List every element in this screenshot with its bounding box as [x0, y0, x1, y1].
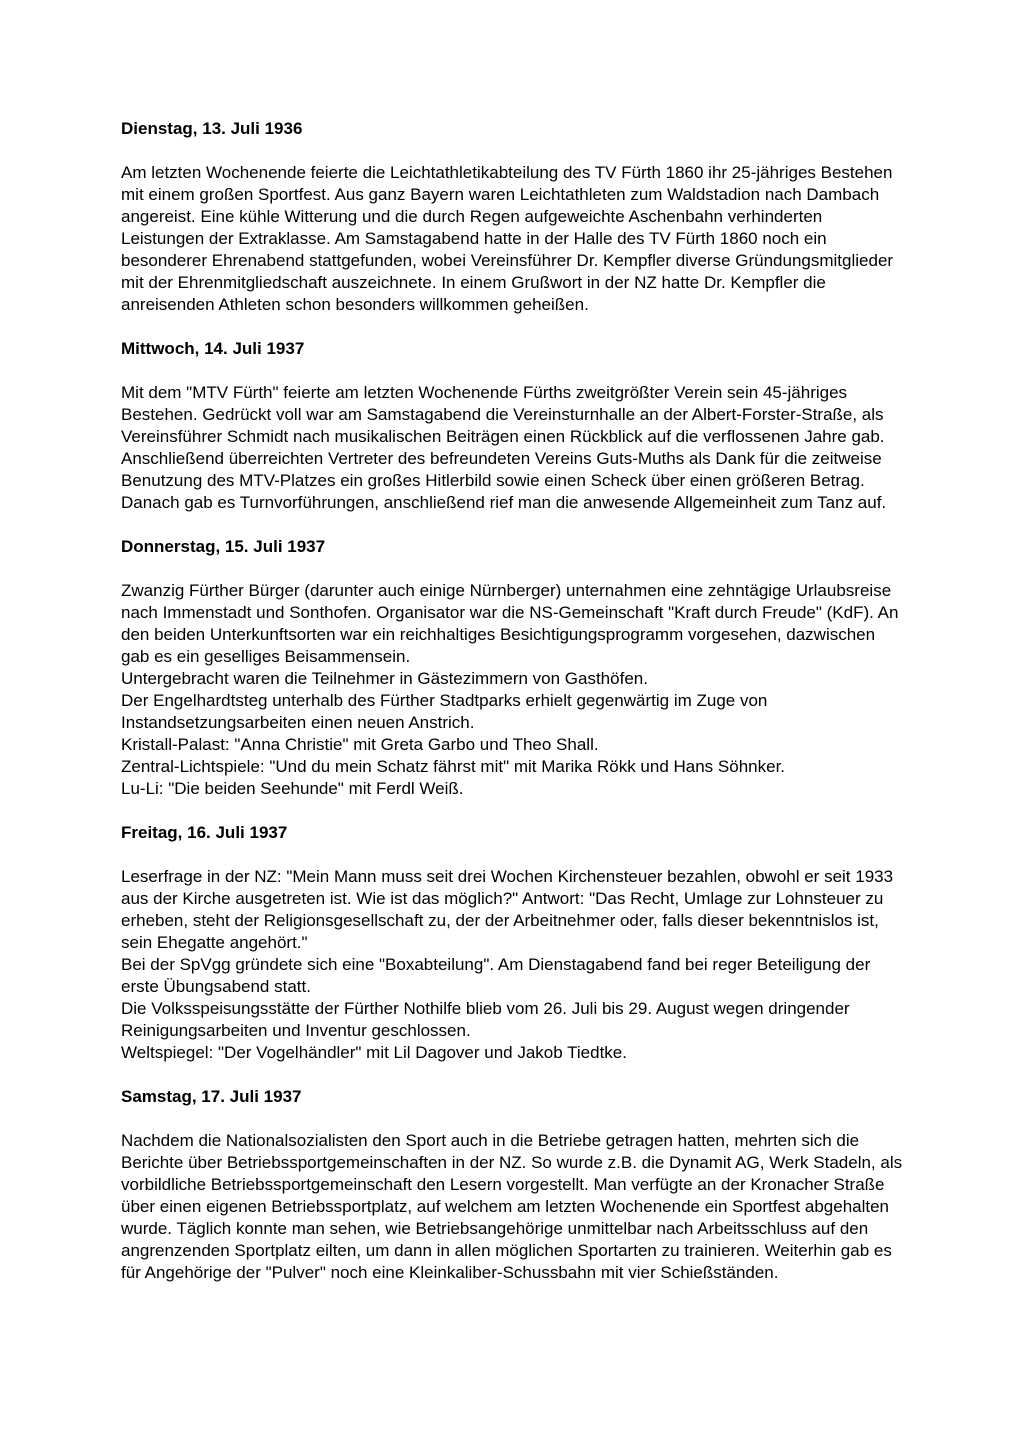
entry-heading: Donnerstag, 15. Juli 1937 — [121, 537, 326, 556]
entry-paragraph: Die Volksspeisungsstätte der Fürther Nothilfe blieb vom 26. Juli bis 29. August wegen dringender Reinigungsarbeiten und Inventur geschlossen. — [121, 999, 850, 1040]
entry-paragraph: Mit dem "MTV Fürth" feierte am letzten Wochenende Fürths zweitgrößter Verein sein 45-jähriges Bestehen. Gedrückt voll war am Samstagabend die Vereinsturnhalle an der Albert-Forster-Straße, als Vereinsführer Schmidt nach musikalischen Beiträgen einen Rückblick auf die verflossenen Jahre gab. Anschließend überreichten Vertreter des befreundeten Vereins Guts-Muths als Dank für die zeitweise Benutzung des MTV-Platzes ein großes Hitlerbild sowie einen Scheck über einen größeren Betrag. Danach gab es Turnvorführungen, anschließend rief man die anwesende Allgemeinheit zum Tanz auf. — [121, 383, 887, 512]
entry-body — [121, 162, 903, 316]
entry-paragraph: Nachdem die Nationalsozialisten den Sport auch in die Betriebe getragen hatten, mehrten sich die Berichte über Betriebssportgemeinschaften in der NZ. So wurde z.B. die Dynamit AG, Werk Stadeln, als vorbildliche Betriebssportgemeinschaft den Lesern vorgestellt. Man verfügte an der Kronacher Straße über einen eigenen Betriebssportplatz, auf welchem am letzten Wochenende ein Sportfest abgehalten wurde. Täglich konnte man sehen, wie Betriebsangehörige unmittelbar nach Arbeitsschluss auf den angrenzenden Sportplatz eilten, um dann in allen möglichen Sportarten zu trainieren. Weiterhin gab es für Angehörige der "Pulver" noch eine Kleinkaliber-Schussbahn mit vier Schießständen. — [121, 1131, 903, 1282]
entry-paragraph: Weltspiegel: "Der Vogelhändler" mit Lil Dagover und Jakob Tiedtke. — [121, 1043, 627, 1062]
entry-heading: Dienstag, 13. Juli 1936 — [121, 119, 303, 138]
entry-paragraph: Untergebracht waren die Teilnehmer in Gästezimmern von Gasthöfen. — [121, 669, 648, 688]
diary-entry-samstag — [121, 1086, 903, 1284]
entry-heading: Samstag, 17. Juli 1937 — [121, 1087, 302, 1106]
entry-paragraph: Bei der SpVgg gründete sich eine "Boxabteilung". Am Dienstagabend fand bei reger Beteiligung der erste Übungsabend statt. — [121, 955, 871, 996]
diary-entry-mittwoch — [121, 338, 903, 514]
entry-paragraph: Der Engelhardtsteg unterhalb des Fürther Stadtparks erhielt gegenwärtig im Zuge von Instandsetzungsarbeiten einen neuen Anstrich. — [121, 691, 768, 732]
entry-body — [121, 580, 903, 800]
entry-paragraph: Leserfrage in der NZ: "Mein Mann muss seit drei Wochen Kirchensteuer bezahlen, obwohl er seit 1933 aus der Kirche ausgetreten ist. Wie ist das möglich?" Antwort: "Das Recht, Umlage zur Lohnsteuer zu erheben, steht der Religionsgesellschaft zu, der der Arbeitnehmer oder, falls dieser bekenntnislos ist, sein Ehegatte angehört." — [121, 867, 894, 952]
entry-heading: Mittwoch, 14. Juli 1937 — [121, 339, 305, 358]
entry-body — [121, 1130, 903, 1284]
entry-paragraph: Zentral-Lichtspiele: "Und du mein Schatz fährst mit" mit Marika Rökk und Hans Söhnker. — [121, 757, 786, 776]
entry-paragraph: Kristall-Palast: "Anna Christie" mit Greta Garbo und Theo Shall. — [121, 735, 599, 754]
entry-body — [121, 866, 903, 1064]
entry-body — [121, 382, 903, 514]
diary-entry-freitag — [121, 822, 903, 1064]
diary-entry-donnerstag — [121, 536, 903, 800]
diary-entry-dienstag — [121, 118, 903, 316]
entry-paragraph: Am letzten Wochenende feierte die Leichtathletikabteilung des TV Fürth 1860 ihr 25-jähriges Bestehen mit einem großen Sportfest. Aus ganz Bayern waren Leichtathleten zum Waldstadion nach Dambach angereist. Eine kühle Witterung und die durch Regen aufgeweichte Aschenbahn verhinderten Leistungen der Extraklasse. Am Samstagabend hatte in der Halle des TV Fürth 1860 noch ein besonderer Ehrenabend stattgefunden, wobei Vereinsführer Dr. Kempfler diverse Gründungsmitglieder mit der Ehrenmitgliedschaft auszeichnete. In einem Grußwort in der NZ hatte Dr. Kempfler die anreisenden Athleten schon besonders willkommen geheißen. — [121, 163, 894, 314]
entry-heading: Freitag, 16. Juli 1937 — [121, 823, 288, 842]
entry-paragraph: Lu-Li: "Die beiden Seehunde" mit Ferdl Weiß. — [121, 779, 464, 798]
entry-paragraph: Zwanzig Fürther Bürger (darunter auch einige Nürnberger) unternahmen eine zehntägige Urlaubsreise nach Immenstadt und Sonthofen. Organisator war die NS-Gemeinschaft "Kraft durch Freude" (KdF). An den beiden Unterkunftsorten war ein reichhaltiges Besichtigungsprogramm vorgesehen, dazwischen gab es ein geselliges Beisammensein. — [121, 581, 899, 666]
